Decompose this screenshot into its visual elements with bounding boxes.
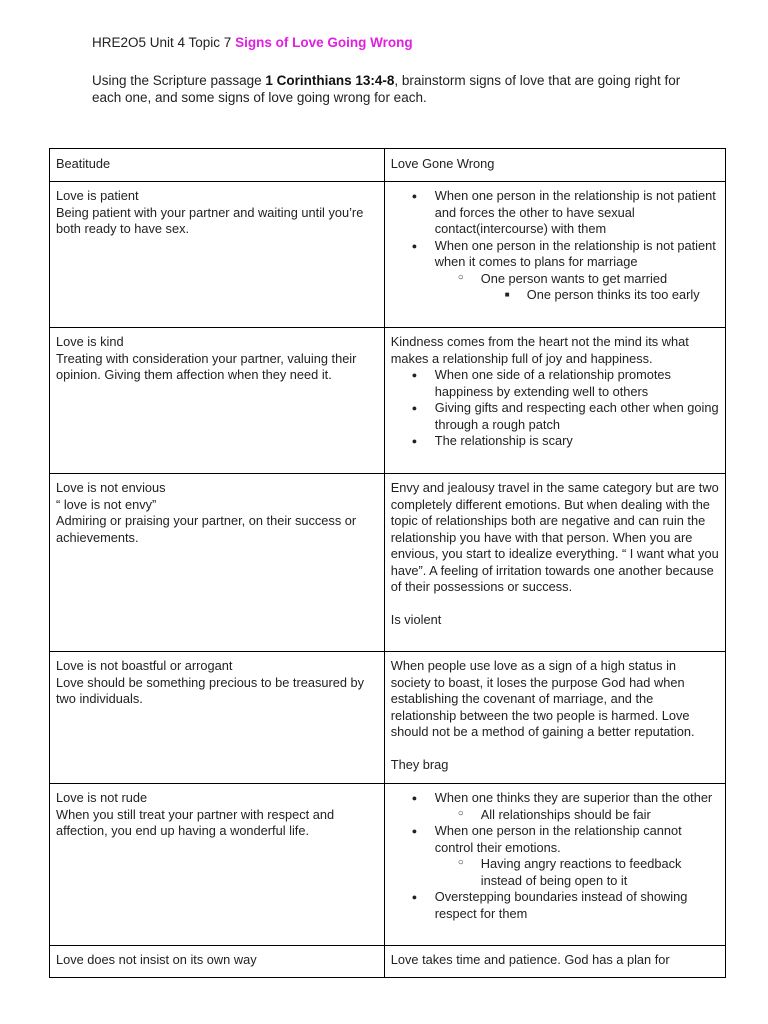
- subsub-bullet-item: ■ One person thinks its too early: [391, 287, 719, 304]
- document-title: [92, 35, 413, 50]
- beatitude-title: Love is not boastful or arrogant: [56, 658, 233, 673]
- love-gone-wrong-cell: [384, 652, 725, 784]
- bullet-item: ● Giving gifts and respecting each other when going through a rough patch: [391, 400, 719, 433]
- sub-bullet-item: ○ One person wants to get married: [391, 271, 719, 288]
- beatitude-cell: [50, 182, 385, 328]
- scripture-passage: 1 Corinthians 13:4-8: [265, 73, 395, 88]
- sub-bullet-item: ○ All relationships should be fair: [391, 807, 719, 824]
- table-row: [50, 784, 726, 946]
- cell-paragraph: Love takes time and patience. God has a plan for: [390, 952, 670, 967]
- cell-paragraph: Envy and jealousy travel in the same category but are two completely different emotions. But when dealing with the topic of relationships both are negative and can ruin the relationship you have with that person. When you are envious, you start to idealize everything. “ I want what you have”. A feeling of irritation towards one another because of their possessions or success.: [390, 480, 719, 594]
- cell-extra-note: Is violent: [390, 611, 442, 627]
- cell-paragraph: When people use love as a sign of a high status in society to boast, it loses the purpose God had when establishing the covenant of marriage, and the relationship between the two people is harmed. Love should not be a method of gaining a better reputation.: [390, 658, 695, 739]
- bullet-item: ● When one person in the relationship cannot control their emotions.: [391, 823, 719, 856]
- love-gone-wrong-cell: [384, 474, 725, 652]
- header-love-gone-wrong: Love Gone Wrong: [384, 149, 725, 182]
- love-gone-wrong-cell: [384, 182, 725, 328]
- beatitude-cell: [50, 652, 385, 784]
- instructions: [92, 72, 692, 106]
- beatitude-title: Love is not rude: [56, 790, 148, 805]
- bullet-item: ● When one side of a relationship promotes happiness by extending well to others: [391, 367, 719, 400]
- header-beatitude: Beatitude: [50, 149, 385, 182]
- beatitude-title: Love is not envious: [56, 480, 166, 495]
- intro-post: , brainstorm signs of love that are going right for each one, and some signs of love going wrong for each.: [92, 73, 681, 105]
- beatitude-cell: [50, 328, 385, 474]
- beatitude-description: Treating with consideration your partner, valuing their opinion. Giving them affection when they need it.: [56, 350, 357, 382]
- beatitude-quote: “ love is not envy”: [56, 496, 157, 512]
- table-row: [50, 946, 726, 978]
- table-row: [50, 182, 726, 328]
- table-row: [50, 652, 726, 784]
- cell-extra-note: They brag: [390, 756, 449, 772]
- beatitude-title: Love does not insist on its own way: [56, 952, 257, 967]
- love-gone-wrong-cell: [384, 946, 725, 978]
- beatitude-title: Love is kind: [56, 334, 124, 349]
- cell-intro-text: Kindness comes from the heart not the mind its what makes a relationship full of joy and happiness.: [390, 334, 689, 366]
- sub-bullet-item: ○ Having angry reactions to feedback instead of being open to it: [391, 856, 719, 889]
- beatitude-cell: [50, 474, 385, 652]
- love-gone-wrong-cell: [384, 328, 725, 474]
- topic-title: Signs of Love Going Wrong: [235, 35, 413, 50]
- intro-pre: Using the Scripture passage: [92, 73, 266, 88]
- beatitude-cell: [50, 946, 385, 978]
- beatitude-description: Love should be something precious to be treasured by two individuals.: [56, 674, 365, 706]
- bullet-item: ● When one thinks they are superior than the other: [391, 790, 719, 807]
- love-gone-wrong-cell: [384, 784, 725, 946]
- table-row: [50, 328, 726, 474]
- table-header-row: [50, 149, 726, 182]
- bullet-item: ● When one person in the relationship is not patient when it comes to plans for marriage: [391, 238, 719, 271]
- beatitude-description: Admiring or praising your partner, on their success or achievements.: [56, 513, 357, 545]
- beatitude-cell: [50, 784, 385, 946]
- table-row: [50, 474, 726, 652]
- beatitude-table: [49, 148, 726, 978]
- bullet-item: ● The relationship is scary: [391, 433, 719, 450]
- bullet-item: ● Overstepping boundaries instead of showing respect for them: [391, 889, 719, 922]
- beatitude-description: Being patient with your partner and waiting until you’re both ready to have sex.: [56, 204, 364, 236]
- beatitude-description: When you still treat your partner with respect and affection, you end up having a wonderful life.: [56, 806, 335, 838]
- beatitude-title: Love is patient: [56, 188, 139, 203]
- bullet-item: ● When one person in the relationship is not patient and forces the other to have sexual contact(intercourse) with them: [391, 188, 719, 238]
- course-label: HRE2O5 Unit 4 Topic 7: [92, 35, 236, 50]
